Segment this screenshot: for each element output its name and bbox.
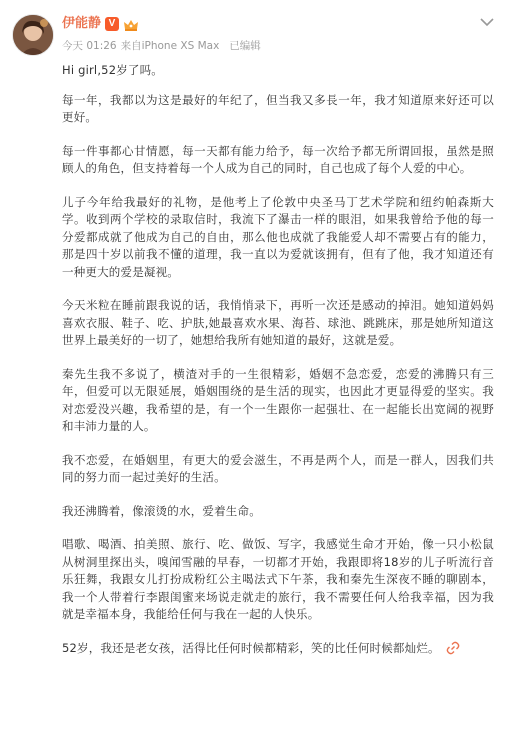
- more-options-button[interactable]: [476, 10, 498, 32]
- avatar[interactable]: [12, 14, 54, 56]
- paragraph-final: [62, 640, 494, 658]
- post-time[interactable]: 今天 01:26: [62, 40, 117, 52]
- paragraph: 今天米粒在睡前跟我说的话，我悄悄录下，再听一次还是感动的掉泪。她知道妈妈喜欢衣服、鞋子、吃、护肤,她最喜欢水果、海苔、球池、跳跳床，那是她所知道这世界上最美好的一切了，她想给我所有她知道的最好，这就是爱。: [62, 298, 494, 347]
- link-icon[interactable]: [446, 641, 460, 655]
- paragraph: 我不恋爱，在婚姻里，有更大的爱会滋生，不再是两个人，而是一群人，因我们共同的努力而一起过美好的生活。: [62, 452, 494, 484]
- verified-badge: V: [105, 17, 119, 31]
- post-content: [62, 62, 494, 673]
- paragraph: 唱歌、喝酒、拍美照、旅行、吃、做饭、写字，我感觉生命才开始，像一只小松鼠从树洞里探出头，嗅闻雪融的早春，一切都才开始，我跟即将18岁的儿子听流行音乐狂舞，我跟女儿打扮成粉红公主喝法式下午茶，我和秦先生深夜不睡的聊剧本，我一个人带着行李跟闺蜜来场说走就走的旅行，我不需要任何人给我幸福，因为我就是幸福本身，我能给任何与我在一起的人快乐。: [62, 537, 494, 621]
- post-source: 来自iPhone XS Max: [120, 40, 220, 52]
- paragraph: 每一件事都心甘情愿，每一天都有能力给予，每一次给予都无所谓回报，虽然是照顾人的角色，但支持着每一个人成为自己的同时，自己也成了每个人爱的中心。: [62, 143, 494, 175]
- post-meta: [62, 38, 261, 54]
- chevron-down-icon: [480, 12, 494, 31]
- author-name[interactable]: 伊能静: [62, 16, 102, 31]
- paragraph: Hi girl,52岁了吗。: [62, 63, 164, 77]
- crown-icon: [123, 17, 139, 31]
- paragraph: 儿子今年给我最好的礼物，是他考上了伦敦中央圣马丁艺术学院和纽约帕森斯大学。收到两个学校的录取信时，我流下了瀑击一样的眼泪，如果我曾给予他的每一分爱都成就了他成为自己的自由，那么他也成就了我能爱人却不需要占有的能力，那是四十岁以前我不懂的道理，我一直以为爱就该拥有，但有了他，我才知道还有一种更大的爱是凝视。: [62, 194, 494, 279]
- edited-label[interactable]: 已编辑: [229, 40, 261, 52]
- paragraph: 每一年，我都以为这是最好的年纪了，但当我又多長一年，我才知道原来好还可以更好。: [62, 92, 494, 124]
- paragraph: 52岁，我还是老女孩，活得比任何时候都精彩，笑的比任何时候都灿烂。: [62, 640, 440, 655]
- paragraph: 我还沸腾着，像滚烫的水，爱着生命。: [62, 503, 261, 518]
- paragraph: 秦先生我不多说了，横渣对手的一生很精彩，婚姻不急恋爱，恋爱的沸腾只有三年，但爱可以无限延展，婚姻围绕的是生活的现实，也因此才更显得爱的坚实。我对恋爱没兴趣，我希望的是，有一个一生跟你一起强壮、在一起能长出宽阔的视野和丰沛力量的人。: [62, 366, 494, 433]
- post-header: [62, 14, 139, 34]
